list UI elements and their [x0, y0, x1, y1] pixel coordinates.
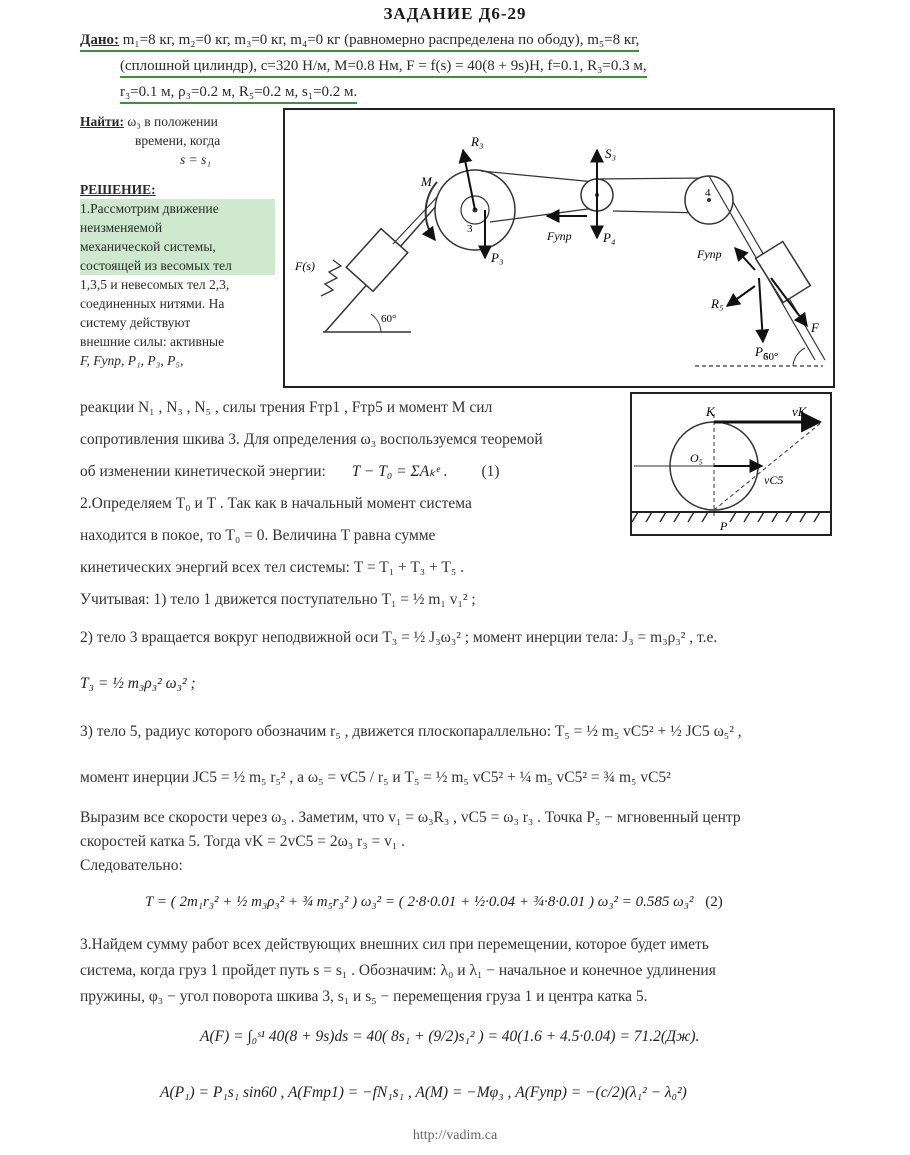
angle-arc-left [371, 314, 381, 332]
label-Fs: F(s) [295, 259, 315, 273]
label-vK: vK [792, 404, 807, 419]
para-1b: сопротивления шкива 3. Для определения ω₃ воспользуемся теоремой [80, 431, 543, 448]
label-angle-right: 60° [763, 351, 779, 363]
rope-4 [597, 178, 709, 179]
para-5: 3) тело 5, радиус которого обозначим r₅ , движется плоскопараллельно: T₅ = ½ m₅ vC5² + ½ JC5 ω₅² , [80, 723, 742, 740]
given-line-3: r₃=0.1 м, ρ₃=0.2 м, R₅=0.2 м, s₁=0.2 м. [120, 84, 357, 104]
para-8c: пружины, φ₃ − угол поворота шкива 3, s₁ и s₅ − перемещения груза 1 и центра катка 5. [80, 988, 648, 1005]
equation-1-number: (1) [481, 463, 500, 480]
mechanism-diagram [283, 108, 835, 388]
given-text-1: m₁=8 кг, m₂=0 кг, m₃=0 кг, m₄=0 кг (равномерно распределена по ободу), m₅=8 кг, [122, 32, 640, 48]
solution-line-6: соединенных нитями. На [80, 296, 225, 311]
equation-2-row [145, 894, 723, 911]
para-1 [80, 392, 625, 584]
equation-2: T = ( 2m₁r₃² + ½ m₃ρ₃² + ¾ m₅r₃² ) ω₃² = ( 2·8·0.01 + ½·0.04 + ¾·8·0.01 ) ω₃² = 0.585 ω₃² [145, 894, 694, 910]
solution-line-9: F, Fупр, P₁, P₃, P₅, [80, 353, 184, 368]
find-label: Найти: [80, 114, 124, 129]
given-line-2: (сплошной цилиндр), c=320 Н/м, M=0.8 Нм, F = f(s) = 40(8 + 9s)Н, f=0.1, R₃=0.3 м, [120, 58, 647, 78]
para-8a: 3.Найдем сумму работ всех действующих внешних сил при перемещении, которое будет иметь [80, 936, 709, 953]
footer-url[interactable]: http://vadim.ca [412, 1128, 498, 1143]
wheel-diagram [630, 392, 832, 536]
solution-line-2: неизменяемой [80, 218, 275, 237]
label-vC5: vC5 [764, 473, 784, 487]
solution-line-3: механической системы, [80, 237, 275, 256]
solution-line-4: состоящей из весомых тел [80, 256, 275, 275]
para-1a: реакции N₁ , N₃ , N₅ , силы трения Fтр1 , Fтр5 и момент M сил [80, 399, 493, 416]
mechanism-svg [285, 110, 833, 386]
given-label: Дано: [80, 32, 119, 48]
solution-line-7: систему действуют [80, 315, 191, 330]
solution-line-1: 1.Рассмотрим движение [80, 199, 275, 218]
para-2b: находится в покое, то T₀ = 0. Величина T равна сумме [80, 527, 436, 544]
equation-3: A(F) = ∫₀ˢ¹ 40(8 + 9s)ds = 40( 8s₁ + (9/2)s₁² ) = 40(1.6 + 4.5·0.04) = 71.2(Дж). [200, 1028, 700, 1045]
para-2c: кинетических энергий всех тел системы: T = T₁ + T₃ + T₅ . [80, 559, 465, 576]
para-1c: об изменении кинетической энергии: [80, 463, 326, 480]
label-Fupr-1: Fупр [547, 229, 572, 243]
para-1c-row [80, 456, 625, 488]
label-K: K [706, 404, 715, 419]
para-7b: скоростей катка 5. Тогда vK = 2vC5 = 2ω₃ r₃ = v₁ . [80, 833, 406, 850]
label-P: P [720, 519, 728, 533]
p5-arrow [759, 278, 763, 342]
label-P5: P₅ [755, 344, 768, 359]
find-block [80, 112, 275, 169]
para-8b: система, когда груз 1 пройдет путь s = s₁ . Обозначим: λ₀ и λ₁ − начальное и конечное удлинения [80, 962, 716, 979]
label-Fupr-2: Fупр [697, 247, 722, 261]
solution-label: РЕШЕНИЕ: [80, 182, 156, 197]
solution-line-8: внешние силы: активные [80, 334, 225, 349]
label-R3: R₃ [471, 134, 484, 149]
label-R5: R₅ [711, 296, 724, 311]
find-text-3: s = s₁ [180, 152, 212, 167]
equation-2-number: (2) [705, 894, 723, 910]
para-4b: T₃ = ½ m₃ρ₃² ω₃² ; [80, 675, 196, 692]
para-3: Учитывая: 1) тело 1 движется поступательно T₁ = ½ m₁ v₁² ; [80, 591, 476, 608]
r5-arrow [727, 286, 755, 306]
para-2a: 2.Определяем T₀ и T . Так как в начальный момент система [80, 495, 472, 512]
label-M: M [421, 174, 432, 189]
para-7c: Следовательно: [80, 857, 183, 874]
equation-4: A(P₁) = P₁s₁ sin60 , A(Fтр1) = −fN₁s₁ , A(M) = −Mφ₃ , A(Fупр) = −(c/2)(λ₁² − λ₀²) [160, 1084, 687, 1101]
find-text: ω₃ в положении [127, 114, 218, 129]
label-num-4: 4 [705, 187, 711, 199]
given-line-1 [80, 32, 639, 52]
label-S3: S₃ [605, 146, 617, 161]
wheel-svg [632, 394, 830, 534]
para-6: момент инерции JC5 = ½ m₅ r₅² , а ω₅ = vC5 / r₅ и T₅ = ½ m₅ vC5² + ¼ m₅ vC5² = ¾ m₅ vC5² [80, 769, 671, 786]
label-P3: P₃ [491, 250, 504, 265]
para-8 [80, 932, 825, 1010]
task-title: ЗАДАНИЕ Д6-29 [383, 4, 527, 23]
label-F: F [811, 320, 819, 335]
label-angle-left: 60° [381, 313, 397, 325]
label-O5: O₅ [690, 451, 703, 465]
label-num-3: 3 [467, 223, 473, 235]
equation-1: T − T₀ = ΣAₖᵉ . [351, 463, 448, 480]
para-4: 2) тело 3 вращается вокруг неподвижной оси T₃ = ½ J₃ω₃² ; момент инерции тела: J₃ = m₃ρ₃² , т.е. [80, 629, 718, 646]
find-text-2: времени, когда [135, 133, 221, 148]
angle-arc-right [793, 348, 805, 366]
solution-block [80, 180, 275, 370]
solution-line-5: 1,3,5 и невесомых тел 2,3, [80, 277, 230, 292]
para-7a: Выразим все скорости через ω₃ . Заметим, что v₁ = ω₃R₃ , vC5 = ω₃ r₃ . Точка P₅ − мгновенный центр [80, 809, 741, 826]
label-P4: P₄ [603, 230, 616, 245]
spring [321, 260, 341, 296]
para-7 [80, 806, 825, 878]
